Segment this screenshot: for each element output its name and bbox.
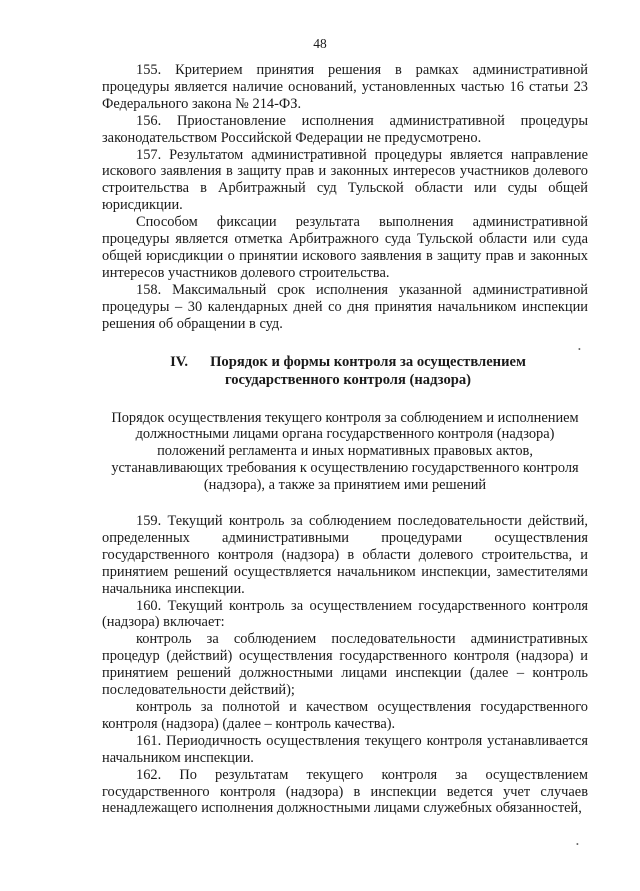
paragraph-control-quality: контроль за полнотой и качеством осуществления государственного контроля (надзора) (далее – контроль качества). [102, 699, 588, 732]
paragraph-159: 159. Текущий контроль за соблюдением последовательности действий, определенных административными процедурами осуществления государственного контроля (надзора) в области долевого строительства, и принятием решений осуществляется начальником инспекции, заместителями начальника инспекции. [102, 513, 588, 597]
subsection-heading: Порядок осуществления текущего контроля за соблюдением и исполнением должностными лицами органа государственного контроля (надзора) положений регламента и иных нормативных правовых актов, устанавливающих требования к осуществлению государственного контроля (надзора), а также за принятием ими решений [111, 409, 579, 494]
paragraph-control-sequence: контроль за соблюдением последовательности административных процедур (действий) осуществления государственного контроля (надзора) и принятием решений должностными лицами инспекции (далее – контроль последовательности действий); [102, 631, 588, 699]
page-number: 48 [313, 36, 327, 51]
section-number: IV. [170, 353, 189, 370]
paragraph-157: 157. Результатом административной процедуры является направление искового заявления в защиту прав и законных интересов участников долевого строительства в Арбитражный суд Тульской области или суды общей юрисдикции. [102, 146, 588, 214]
paragraph-161: 161. Периодичность осуществления текущего контроля устанавливается начальником инспекции. [102, 732, 588, 766]
paragraph-158: 158. Максимальный срок исполнения указанной административной процедуры – 30 календарных дней со дня принятия начальником инспекции решения об обращении в суд. [102, 281, 588, 332]
section-title-line2: государственного контроля (надзора) [224, 371, 472, 388]
paragraph-156: 156. Приостановление исполнения административной процедуры законодательством Российской Федерации не предусмотрено. [102, 112, 588, 146]
page-content [102, 62, 588, 817]
paragraph-155: 155. Критерием принятия решения в рамках административной процедуры является наличие оснований, установленных частью 16 статьи 23 Федерального закона № 214-ФЗ. [102, 62, 588, 112]
section-heading [102, 353, 588, 389]
section-title-line1: Порядок и формы контроля за осуществлением [210, 353, 526, 370]
scan-speck: • [576, 840, 579, 849]
scan-speck: • [578, 345, 581, 354]
paragraph-162: 162. По результатам текущего контроля за осуществлением государственного контроля (надзора) в инспекции ведется учет случаев ненадлежащего исполнения должностными лицами служебных обязанностей, [102, 766, 588, 817]
paragraph-fixation-method: Способом фиксации результата выполнения административной процедуры является отметка Арбитражного суда Тульской области или суда общей юрисдикции о принятии искового заявления в защиту прав и законных интересов участников долевого строительства. [102, 214, 588, 281]
paragraph-160: 160. Текущий контроль за осуществлением государственного контроля (надзора) включает: [102, 597, 588, 631]
